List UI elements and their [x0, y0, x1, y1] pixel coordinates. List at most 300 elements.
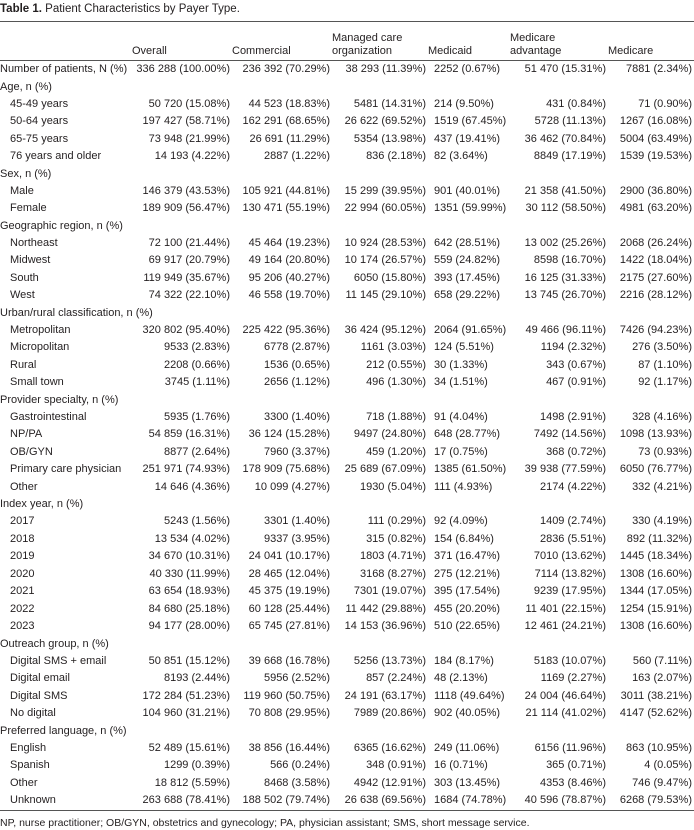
row-label: Small town: [10, 376, 64, 389]
table-row: [0, 705, 694, 723]
cell-overall: 50 851 (15.12%): [148, 654, 230, 667]
cell-medicare: 560 (7.11%): [632, 654, 692, 667]
cell-overall: 3745 (1.11%): [164, 376, 230, 388]
cell-medicare-advantage: 343 (0.67%): [546, 358, 606, 371]
cell-overall: 54 859 (16.31%): [148, 428, 230, 440]
table-row: [0, 252, 694, 270]
cell-overall: 13 534 (4.02%): [154, 532, 230, 545]
cell-overall: 8193 (2.44%): [163, 672, 230, 684]
cell-overall: 119 949 (35.67%): [143, 271, 230, 284]
row-label: 2019: [10, 550, 35, 563]
cell-managed-care: 26 638 (69.56%): [332, 792, 428, 810]
cell-medicare-advantage: 1169 (2.27%): [540, 672, 606, 684]
row-label: 2022: [10, 602, 35, 615]
cell-managed-care: 1803 (4.71%): [359, 550, 426, 562]
cell-medicare: 2216 (28.12%): [619, 289, 692, 301]
cell-medicaid: 510 (22.65%): [434, 620, 501, 632]
cell-medicaid: 393 (17.45%): [434, 271, 501, 284]
cell-managed-care: 6365 (16.62%): [353, 741, 426, 754]
row-label: 2017: [10, 515, 35, 528]
cell-overall: 74 322 (22.10%): [148, 289, 230, 301]
cell-managed-care: 9497 (24.80%): [353, 428, 426, 440]
cell-managed-care: 26 622 (69.52%): [344, 115, 426, 127]
cell-medicare: 1445 (18.34%): [619, 550, 692, 562]
row-label: Midwest: [10, 254, 51, 267]
cell-medicare: 7426 (94.23%): [619, 323, 692, 336]
row-label: 2023: [10, 620, 35, 633]
cell-medicaid: 17 (0.75%): [434, 445, 488, 458]
cell-overall: 320 802 (95.40%): [142, 323, 230, 336]
cell-medicaid: 902 (40.05%): [434, 707, 501, 719]
table-row: [0, 618, 694, 636]
cell-managed-care: 10 174 (26.57%): [344, 254, 426, 266]
cell-managed-care: 22 994 (60.05%): [344, 202, 426, 214]
row-label: No digital: [10, 707, 56, 720]
cell-medicare-advantage: 431 (0.84%): [546, 97, 606, 110]
cell-medicaid: 214 (9.50%): [434, 97, 494, 110]
cell-medicare-advantage: 13 002 (25.26%): [524, 236, 606, 249]
patient-characteristics-table: [0, 21, 694, 811]
cell-medicaid: 249 (11.06%): [434, 741, 500, 754]
cell-medicare-advantage: 467 (0.91%): [546, 376, 606, 388]
cell-managed-care: 7989 (20.86%): [353, 707, 426, 719]
row-label: 45-49 years: [10, 97, 69, 110]
table-row: [0, 96, 694, 114]
cell-medicare-advantage: 36 462 (70.84%): [524, 132, 606, 145]
row-label: Unknown: [0, 792, 132, 810]
table-row: [0, 601, 694, 619]
table-row: [0, 513, 694, 531]
row-label: English: [10, 741, 47, 754]
cell-medicaid: 559 (24.82%): [434, 254, 501, 266]
cell-commercial: 130 471 (55.19%): [242, 202, 330, 214]
row-label: Digital email: [10, 672, 70, 685]
row-label: 2018: [10, 532, 35, 545]
section-row: [0, 305, 694, 322]
cell-medicaid: 48 (2.13%): [434, 672, 488, 684]
cell-medicare: 1254 (15.91%): [619, 602, 692, 615]
cell-medicaid: 2252 (0.67%): [434, 63, 501, 75]
row-label: Northeast: [10, 236, 58, 249]
cell-commercial: 566 (0.24%): [270, 759, 330, 771]
cell-commercial: 39 668 (16.78%): [248, 654, 330, 667]
cell-medicare-advantage: 7010 (13.62%): [533, 550, 606, 562]
cell-commercial: 44 523 (18.83%): [248, 97, 330, 110]
cell-commercial: 9337 (3.95%): [263, 532, 330, 545]
cell-medicare: 1539 (19.53%): [619, 150, 692, 162]
cell-commercial: 236 392 (70.29%): [242, 63, 330, 75]
cell-medicare-advantage: 365 (0.71%): [546, 759, 606, 771]
table-title: [0, 0, 694, 21]
cell-commercial: 24 041 (10.17%): [248, 550, 330, 562]
cell-managed-care: 459 (1.20%): [366, 445, 426, 458]
table-row: [0, 270, 694, 288]
cell-overall: 50 720 (15.08%): [148, 97, 230, 110]
cell-medicare-advantage: 24 004 (46.64%): [524, 689, 606, 702]
cell-overall: 9533 (2.83%): [163, 341, 230, 353]
row-label: Other: [10, 480, 38, 493]
cell-medicaid: 1118 (49.64%): [434, 689, 505, 702]
cell-medicaid: 395 (17.54%): [434, 585, 501, 597]
cell-medicaid: 16 (0.71%): [434, 759, 488, 771]
cell-overall: 5935 (1.76%): [163, 410, 230, 423]
cell-medicare: 746 (9.47%): [632, 776, 692, 789]
cell-overall: 197 427 (58.71%): [142, 115, 230, 127]
row-label: 2020: [10, 567, 35, 580]
table-row: [0, 131, 694, 149]
cell-managed-care: 25 689 (67.09%): [344, 463, 426, 475]
cell-commercial: 3300 (1.40%): [263, 410, 330, 423]
cell-managed-care: 1930 (5.04%): [359, 480, 426, 493]
cell-medicare: 73 (0.93%): [638, 445, 692, 458]
row-label: Digital SMS: [10, 689, 68, 702]
cell-medicaid: 91 (4.04%): [434, 410, 488, 423]
cell-medicare: 2175 (27.60%): [619, 271, 692, 284]
row-label: South: [10, 271, 39, 284]
cell-overall: 69 917 (20.79%): [148, 254, 230, 266]
cell-overall: 84 680 (25.18%): [148, 602, 230, 615]
table-row: [0, 374, 694, 392]
cell-medicare-advantage: 30 112 (58.50%): [525, 202, 606, 214]
cell-medicaid: 455 (20.20%): [434, 602, 501, 615]
header-medicare: Medicare: [608, 22, 694, 61]
row-label: Rural: [10, 358, 37, 371]
cell-managed-care: 836 (2.18%): [366, 150, 426, 162]
table-caption: Patient Characteristics by Payer Type.: [41, 3, 240, 15]
row-label: Female: [10, 202, 47, 215]
cell-commercial: 65 745 (27.81%): [248, 620, 330, 632]
cell-overall: 63 654 (18.93%): [148, 585, 230, 597]
row-label: 50-64 years: [10, 115, 69, 128]
cell-medicare-advantage: 21 114 (41.02%): [525, 707, 606, 719]
cell-overall: 73 948 (21.99%): [148, 132, 230, 145]
table-row: [0, 670, 694, 688]
cell-overall: 2208 (0.66%): [163, 358, 230, 371]
cell-commercial: 162 291 (68.65%): [242, 115, 330, 127]
cell-commercial: 26 691 (11.29%): [249, 132, 330, 145]
header-row: [0, 22, 694, 61]
row-label: Number of patients, N (%): [0, 63, 128, 76]
row-label: Metropolitan: [10, 323, 71, 336]
table-row: [0, 583, 694, 601]
cell-overall: 94 177 (28.00%): [148, 620, 230, 632]
cell-medicaid: 34 (1.51%): [434, 376, 488, 388]
table-row: [0, 792, 694, 810]
cell-commercial: 225 422 (95.36%): [242, 323, 330, 336]
section-row: [0, 496, 694, 513]
table-row: [0, 235, 694, 253]
cell-medicaid: 2064 (91.65%): [434, 323, 507, 336]
cell-commercial: 46 558 (19.70%): [248, 289, 330, 301]
cell-overall: 34 670 (10.31%): [148, 550, 230, 562]
row-label: Preferred language, n (%): [0, 724, 127, 737]
table-row: [0, 426, 694, 444]
row-label: Gastrointestinal: [10, 410, 87, 423]
cell-medicare-advantage: 2836 (5.51%): [539, 532, 606, 545]
cell-medicare: 92 (1.17%): [638, 376, 692, 388]
table-number: Table 1.: [0, 3, 42, 15]
row-label: Other: [10, 776, 38, 789]
cell-managed-care: 496 (1.30%): [366, 376, 426, 388]
cell-medicaid: 1385 (61.50%): [434, 463, 507, 475]
table-row: [0, 531, 694, 549]
row-label: Digital SMS + email: [10, 654, 107, 667]
cell-managed-care: 36 424 (95.12%): [344, 323, 426, 336]
cell-commercial: 70 808 (29.95%): [248, 707, 330, 719]
cell-overall: 5243 (1.56%): [163, 515, 230, 527]
table-row: [0, 287, 694, 305]
cell-overall: 52 489 (15.61%): [148, 741, 230, 754]
cell-medicare: 6050 (76.77%): [619, 463, 692, 475]
table-row: [0, 113, 694, 131]
cell-medicare: 1422 (18.04%): [619, 254, 692, 266]
cell-medicare-advantage: 40 596 (78.87%): [510, 792, 608, 810]
cell-managed-care: 348 (0.91%): [366, 759, 426, 771]
row-label: Geographic region, n (%): [0, 219, 123, 232]
header-label: [0, 22, 132, 61]
cell-managed-care: 15 299 (39.95%): [344, 184, 426, 197]
cell-commercial: 38 856 (16.44%): [248, 741, 330, 754]
cell-commercial: 188 502 (79.74%): [232, 792, 332, 810]
cell-medicare: 1267 (16.08%): [619, 115, 692, 127]
cell-medicaid: 648 (28.77%): [434, 428, 501, 440]
cell-medicare-advantage: 49 466 (96.11%): [525, 323, 606, 336]
cell-commercial: 45 464 (19.23%): [248, 236, 330, 249]
row-label: NP/PA: [10, 428, 43, 441]
cell-medicare: 892 (11.32%): [626, 532, 692, 545]
cell-overall: 72 100 (21.44%): [148, 236, 230, 249]
table-footnote: NP, nurse practitioner; OB/GYN, obstetrics and gynecology; PA, physician assistant; SMS, short message service.: [0, 816, 530, 829]
cell-medicaid: 275 (12.21%): [434, 567, 501, 580]
cell-medicare-advantage: 8598 (16.70%): [533, 254, 606, 266]
table-row: [0, 461, 694, 479]
cell-medicare-advantage: 368 (0.72%): [546, 445, 606, 458]
cell-overall: 104 960 (31.21%): [142, 707, 230, 719]
cell-medicare: 276 (3.50%): [632, 341, 692, 353]
cell-medicaid: 658 (29.22%): [434, 289, 501, 301]
cell-managed-care: 6050 (15.80%): [353, 271, 426, 284]
cell-medicare: 4147 (52.62%): [619, 707, 692, 719]
cell-commercial: 10 099 (4.27%): [254, 480, 330, 493]
cell-medicaid: 184 (8.17%): [434, 654, 494, 667]
section-row: [0, 723, 694, 740]
cell-managed-care: 38 293 (11.39%): [345, 63, 426, 75]
cell-commercial: 28 465 (12.04%): [248, 567, 330, 580]
cell-overall: 263 688 (78.41%): [132, 792, 232, 810]
cell-medicare-advantage: 13 745 (26.70%): [524, 289, 606, 301]
cell-commercial: 178 909 (75.68%): [242, 463, 330, 475]
cell-commercial: 7960 (3.37%): [263, 445, 330, 458]
cell-medicaid: 30 (1.33%): [434, 358, 488, 371]
section-row: [0, 166, 694, 183]
cell-commercial: 95 206 (40.27%): [248, 271, 330, 284]
table-row: [0, 548, 694, 566]
cell-medicare-advantage: 5728 (11.13%): [534, 115, 606, 127]
cell-commercial: 8468 (3.58%): [263, 776, 330, 789]
cell-overall: 146 379 (43.53%): [142, 184, 230, 197]
cell-medicare-advantage: 7114 (13.82%): [534, 567, 606, 580]
cell-medicare-advantage: 7492 (14.56%): [533, 428, 606, 440]
cell-medicaid: 1351 (59.99%): [434, 202, 507, 214]
table-row: [0, 479, 694, 497]
row-label: Sex, n (%): [0, 167, 52, 180]
table-row: [0, 775, 694, 793]
cell-medicaid: 303 (13.45%): [434, 776, 501, 789]
cell-medicare: 2900 (36.80%): [619, 184, 692, 197]
header-managed-care: Managed care organization: [332, 22, 428, 61]
cell-overall: 251 971 (74.93%): [142, 463, 230, 475]
row-label: OB/GYN: [10, 445, 53, 458]
cell-overall: 172 284 (51.23%): [142, 689, 230, 702]
cell-medicare-advantage: 21 358 (41.50%): [524, 184, 606, 197]
cell-medicare-advantage: 2174 (4.22%): [539, 480, 606, 493]
cell-commercial: 60 128 (25.44%): [248, 602, 330, 615]
cell-managed-care: 7301 (19.07%): [353, 585, 426, 597]
cell-medicaid: 92 (4.09%): [434, 515, 488, 527]
cell-medicare-advantage: 12 461 (24.21%): [524, 620, 606, 632]
cell-overall: 18 812 (5.59%): [154, 776, 230, 789]
row-label: Outreach group, n (%): [0, 637, 109, 650]
cell-medicare: 71 (0.90%): [638, 97, 692, 110]
cell-medicaid: 371 (16.47%): [434, 550, 501, 562]
table-row: [0, 757, 694, 775]
cell-medicare-advantage: 1498 (2.91%): [539, 410, 606, 423]
cell-medicare: 6268 (79.53%): [608, 792, 694, 810]
cell-managed-care: 10 924 (28.53%): [344, 236, 426, 249]
cell-medicare: 1308 (16.60%): [619, 620, 692, 632]
cell-managed-care: 315 (0.82%): [366, 532, 426, 545]
table-row: [0, 322, 694, 340]
row-label: Spanish: [10, 759, 50, 772]
cell-medicare: 163 (2.07%): [632, 672, 692, 684]
header-commercial: Commercial: [232, 22, 332, 61]
table-row: [0, 653, 694, 671]
row-label: 2021: [10, 585, 35, 598]
header-overall: Overall: [132, 22, 232, 61]
cell-medicaid: 82 (3.64%): [434, 150, 488, 162]
cell-medicare: 332 (4.21%): [632, 480, 692, 493]
cell-medicare-advantage: 11 401 (22.15%): [525, 602, 606, 615]
cell-medicaid: 124 (5.51%): [434, 341, 494, 353]
cell-medicare: 5004 (63.49%): [619, 132, 692, 145]
cell-medicare: 87 (1.10%): [638, 358, 692, 371]
table-row: [0, 409, 694, 427]
cell-commercial: 49 164 (20.80%): [248, 254, 330, 266]
header-medicare-advantage: Medicare advantage: [510, 22, 608, 61]
row-label: Index year, n (%): [0, 498, 84, 510]
cell-medicare-advantage: 4353 (8.46%): [539, 776, 606, 789]
cell-medicare: 4981 (63.20%): [619, 202, 692, 214]
cell-commercial: 1536 (0.65%): [263, 358, 330, 371]
cell-managed-care: 24 191 (63.17%): [344, 689, 426, 702]
cell-medicare: 1344 (17.05%): [619, 585, 692, 597]
table-row: [0, 740, 694, 758]
cell-managed-care: 5354 (13.98%): [353, 132, 426, 145]
cell-medicare-advantage: 8849 (17.19%): [533, 150, 606, 162]
cell-commercial: 45 375 (19.19%): [248, 585, 330, 597]
cell-commercial: 6778 (2.87%): [263, 341, 330, 353]
cell-managed-care: 718 (1.88%): [366, 410, 426, 423]
cell-managed-care: 4942 (12.91%): [353, 776, 426, 789]
table-row: [0, 566, 694, 584]
cell-medicare-advantage: 5183 (10.07%): [533, 654, 606, 667]
cell-medicaid: 154 (6.84%): [434, 532, 494, 545]
cell-medicare-advantage: 6156 (11.96%): [534, 741, 606, 754]
cell-medicare: 2068 (26.24%): [619, 236, 692, 249]
row-label: 65-75 years: [10, 132, 69, 145]
cell-managed-care: 5481 (14.31%): [353, 97, 426, 110]
cell-commercial: 105 921 (44.81%): [242, 184, 330, 197]
section-row: [0, 79, 694, 96]
cell-medicare-advantage: 9239 (17.95%): [533, 585, 606, 597]
section-row: [0, 392, 694, 409]
cell-medicare: 4 (0.05%): [644, 759, 692, 771]
table-row: [0, 357, 694, 375]
cell-medicare: 330 (4.19%): [632, 515, 692, 527]
cell-medicaid: 111 (4.93%): [434, 480, 493, 493]
table-row: [0, 444, 694, 462]
cell-managed-care: 3168 (8.27%): [359, 567, 426, 580]
cell-overall: 336 288 (100.00%): [136, 63, 230, 75]
row-label: Primary care physician: [10, 463, 122, 476]
cell-commercial: 5956 (2.52%): [263, 672, 330, 684]
cell-medicare-advantage: 16 125 (31.33%): [524, 271, 606, 284]
row-label: Male: [10, 184, 34, 197]
cell-medicare: 7881 (2.34%): [625, 63, 692, 75]
cell-medicaid: 1519 (67.45%): [434, 115, 507, 127]
table-row: [0, 200, 694, 218]
cell-overall: 14 193 (4.22%): [154, 150, 230, 162]
section-row: [0, 218, 694, 235]
cell-managed-care: 1161 (3.03%): [360, 341, 426, 353]
cell-managed-care: 212 (0.55%): [366, 358, 426, 371]
cell-managed-care: 11 145 (29.10%): [345, 289, 426, 301]
cell-commercial: 36 124 (15.28%): [248, 428, 330, 440]
cell-managed-care: 111 (0.29%): [367, 515, 426, 527]
cell-medicare: 1308 (16.60%): [619, 567, 692, 580]
row-label: Micropolitan: [10, 341, 70, 354]
cell-commercial: 2887 (1.22%): [263, 150, 330, 162]
table-row: [0, 339, 694, 357]
cell-medicaid: 1684 (74.78%): [428, 792, 510, 810]
cell-medicare-advantage: 51 470 (15.31%): [524, 63, 606, 75]
cell-medicare: 3011 (38.21%): [620, 689, 692, 702]
cell-overall: 1299 (0.39%): [163, 759, 230, 771]
cell-commercial: 3301 (1.40%): [263, 515, 330, 527]
table-row: [0, 148, 694, 166]
cell-managed-care: 5256 (13.73%): [353, 654, 426, 667]
row-label: 76 years and older: [10, 150, 102, 163]
row-label: West: [10, 289, 35, 302]
cell-managed-care: 857 (2.24%): [366, 672, 426, 684]
cell-overall: 40 330 (11.99%): [149, 567, 230, 580]
row-label: Provider specialty, n (%): [0, 393, 119, 406]
table-row: [0, 61, 694, 79]
cell-medicaid: 642 (28.51%): [434, 236, 501, 249]
cell-medicare-advantage: 1409 (2.74%): [539, 515, 606, 527]
cell-medicare-advantage: 1194 (2.32%): [540, 341, 606, 353]
cell-medicare: 863 (10.95%): [625, 741, 692, 754]
cell-overall: 8877 (2.64%): [163, 445, 230, 458]
cell-medicare-advantage: 39 938 (77.59%): [524, 463, 606, 475]
cell-medicaid: 437 (19.41%): [434, 132, 501, 145]
cell-overall: 189 909 (56.47%): [142, 202, 230, 214]
row-label: Age, n (%): [0, 80, 52, 93]
cell-managed-care: 11 442 (29.88%): [345, 602, 426, 615]
cell-medicare: 328 (4.16%): [632, 410, 692, 423]
cell-commercial: 2656 (1.12%): [263, 376, 330, 388]
section-row: [0, 636, 694, 653]
